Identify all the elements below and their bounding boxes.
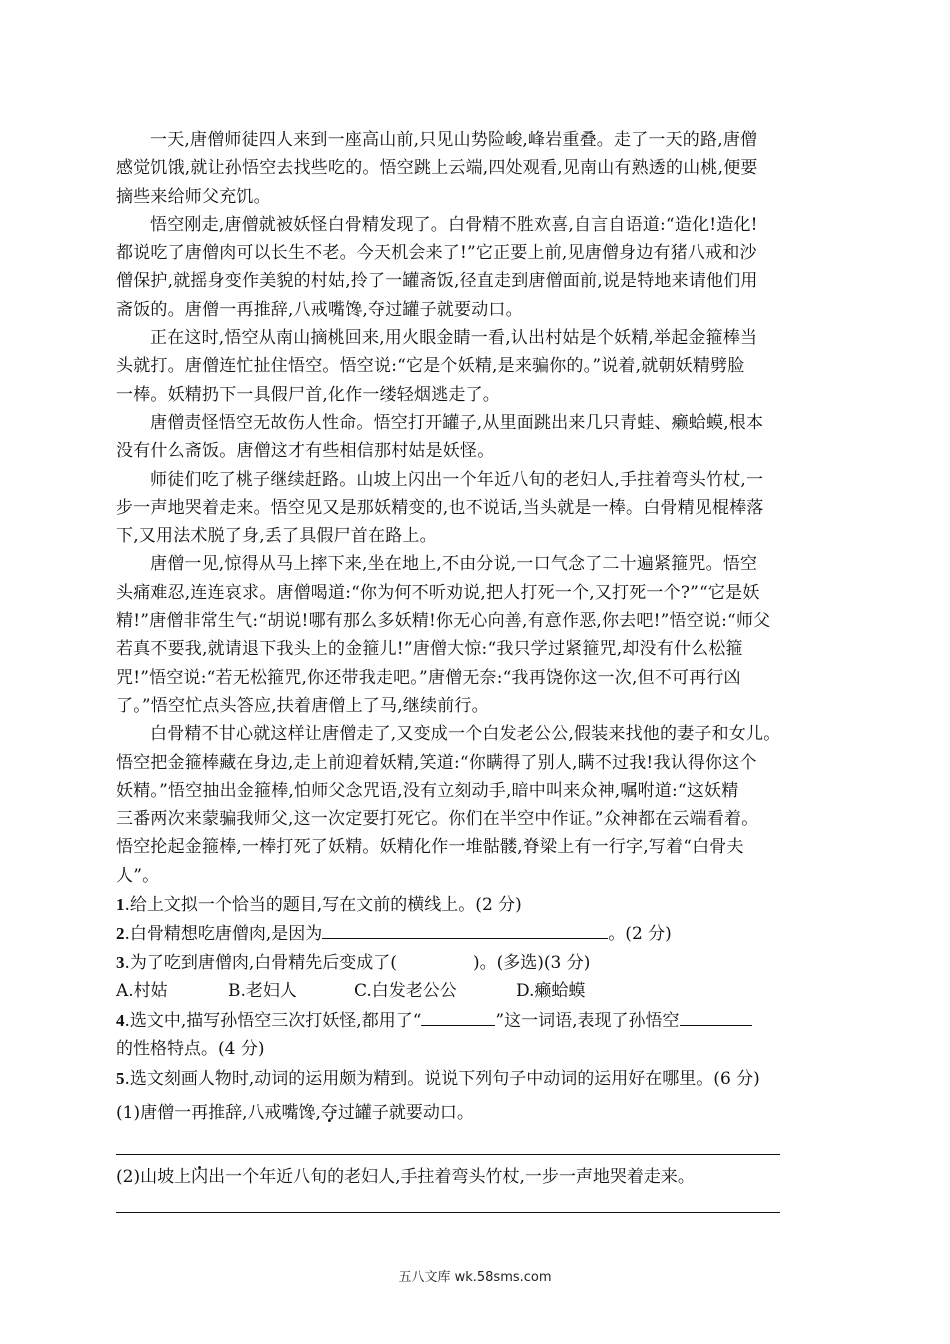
answer-blank[interactable] [421,1007,495,1026]
question-text: .选文中,描写孙悟空三次打妖怪,都用了“ [124,1011,422,1032]
question-4 [116,1006,836,1035]
option-d[interactable]: D.癞蛤蟆 [516,981,586,1002]
passage-line: 白骨精不甘心就这样让唐僧走了,又变成一个白发老公公,假装来找他的妻子和女儿。 [150,724,781,745]
question-3 [116,948,836,977]
question-text: .白骨精想吃唐僧肉,是因为 [124,924,323,945]
question-text: 的性格特点。(4 分) [116,1039,265,1060]
passage-line: 斋饭的。唐僧一再推辞,八戒嘴馋,夺过罐子就要动口。 [116,299,523,320]
emphasized-verb: 闪 [191,1167,209,1187]
reading-passage [116,126,836,890]
passage-line: 师徒们吃了桃子继续赶路。山坡上闪出一个年近八旬的老妇人,手拄着弯头竹杖,一 [150,469,764,490]
question-number: 3 [116,953,125,973]
question-4-continued [116,1035,836,1064]
question-text: .给上文拟一个恰当的题目,写在文前的横线上。(2 分) [124,895,522,916]
footer-watermark: 五八文库 wk.58sms.com [398,1270,552,1285]
question-5-2 [116,1163,695,1192]
question-2 [116,919,836,948]
passage-line: 唐僧责怪悟空无故伤人性命。悟空打开罐子,从里面跳出来几只青蛙、癞蛤蟆,根本 [150,412,764,433]
passage-line: 一天,唐僧师徒四人来到一座高山前,只见山势险峻,峰岩重叠。走了一天的路,唐僧 [150,130,758,150]
passage-line: 下,又用法术脱了身,丢了具假尸首在路上。 [116,526,437,547]
question-5 [116,1064,836,1093]
passage-line: 悟空把金箍棒藏在身边,走上前迎着妖精,笑道:“你瞒得了别人,瞒不过我!我认得你这个 [116,752,757,773]
passage-line: 了。”悟空忙点头答应,扶着唐僧上了马,继续前行。 [116,695,489,716]
question-text: 。(2 分) [608,924,672,945]
passage-line: 没有什么斋饭。唐僧这才有些相信那村姑是妖怪。 [116,441,495,462]
option-b[interactable]: B.老妇人 [228,981,297,1002]
passage-line: 头痛难忍,连连哀求。唐僧喝道:“你为何不听劝说,把人打死一个,又打死一个?”“它是妖 [116,582,760,603]
sentence-text: (2)山坡上 [116,1167,192,1187]
question-number: 1 [116,895,125,915]
passage-line: 妖精。”悟空抽出金箍棒,怕师父念咒语,没有立刻动手,暗中叫来众神,嘱咐道:“这妖精 [116,780,739,801]
document-page [116,126,836,1128]
passage-line: 头就打。唐僧连忙扯住悟空。悟空说:“它是个妖精,是来骗你的。”说着,就朝妖精劈脸 [116,356,745,377]
question-text: .选文刻画人物时,动词的运用颇为精到。说说下列句子中动词的运用好在哪里。(6 分) [124,1069,760,1090]
question-number: 5 [116,1069,125,1089]
passage-line: 咒!”悟空说:“若无松箍咒,你还带我走吧。”唐僧无奈:“我再饶你这一次,但不可再行凶 [116,667,741,688]
answer-blank[interactable] [680,1007,752,1026]
answer-line-2[interactable] [116,1212,780,1213]
passage-line: 悟空刚走,唐僧就被妖怪白骨精发现了。白骨精不胜欢喜,自言自语道:“造化!造化! [150,214,758,235]
passage-line: 步一声地哭着走来。悟空见又是那妖精变的,也不说话,当头就是一棒。白骨精见棍棒落 [116,497,764,518]
passage-line: 摘些来给师父充饥。 [116,186,271,207]
sentence-text: 出一个年近八旬的老妇人,手拄着弯头竹杖,一步一声地哭着走来。 [208,1167,695,1187]
passage-line: 精!”唐僧非常生气:“胡说!哪有那么多妖精!你无心向善,有意作恶,你去吧!”悟空说:“师父 [116,611,771,632]
passage-line: 感觉饥饿,就让孙悟空去找些吃的。悟空跳上云端,四处观看,见南山有熟透的山桃,便要 [116,158,758,179]
option-a[interactable]: A.村姑 [116,981,168,1002]
passage-line: 悟空抡起金箍棒,一棒打死了妖精。妖精化作一堆骷髅,脊梁上有一行字,写着“白骨夫 [116,837,744,858]
question-number: 4 [116,1011,125,1031]
passage-line: 正在这时,悟空从南山摘桃回来,用火眼金睛一看,认出村姑是个妖精,举起金箍棒当 [150,328,758,349]
question-1 [116,890,836,919]
sentence-text: 过罐子就要动口。 [337,1103,474,1124]
passage-line: 唐僧一见,惊得从马上摔下来,坐在地上,不由分说,一口气念了二十遍紧箍咒。悟空 [150,554,758,575]
answer-line-1[interactable] [116,1154,780,1155]
question-3-options [116,977,836,1006]
sentence-text: (1)唐僧一再推辞,八戒嘴馋, [116,1103,321,1124]
passage-line: 一棒。妖精扔下一具假尸首,化作一缕轻烟逃走了。 [116,384,501,405]
passage-line: 三番两次来蒙骗我师父,这一次定要打死它。你们在半空中作证。”众神都在云端看着。 [116,809,759,830]
question-5-1 [116,1099,836,1128]
question-text: ”这一词语,表现了孙悟空 [495,1011,680,1032]
question-text: .为了吃到唐僧肉,白骨精先后变成了( [124,953,397,974]
answer-blank[interactable] [322,920,608,939]
passage-line: 若真不要我,就请退下我头上的金箍儿!”唐僧大惊:“我只学过紧箍咒,却没有什么松箍 [116,639,743,660]
emphasized-verb: 夺 [320,1103,338,1124]
passage-line: 僧保护,就摇身变作美貌的村姑,拎了一罐斋饭,径直走到唐僧面前,说是特地来请他们用 [116,271,758,292]
question-text: )。(多选)(3 分) [472,953,591,974]
option-c[interactable]: C.白发老公公 [354,981,457,1002]
passage-line: 人”。 [116,865,160,886]
passage-line: 都说吃了唐僧肉可以长生不老。今天机会来了!”它正要上前,见唐僧身边有猪八戒和沙 [116,243,757,264]
question-number: 2 [116,924,125,944]
